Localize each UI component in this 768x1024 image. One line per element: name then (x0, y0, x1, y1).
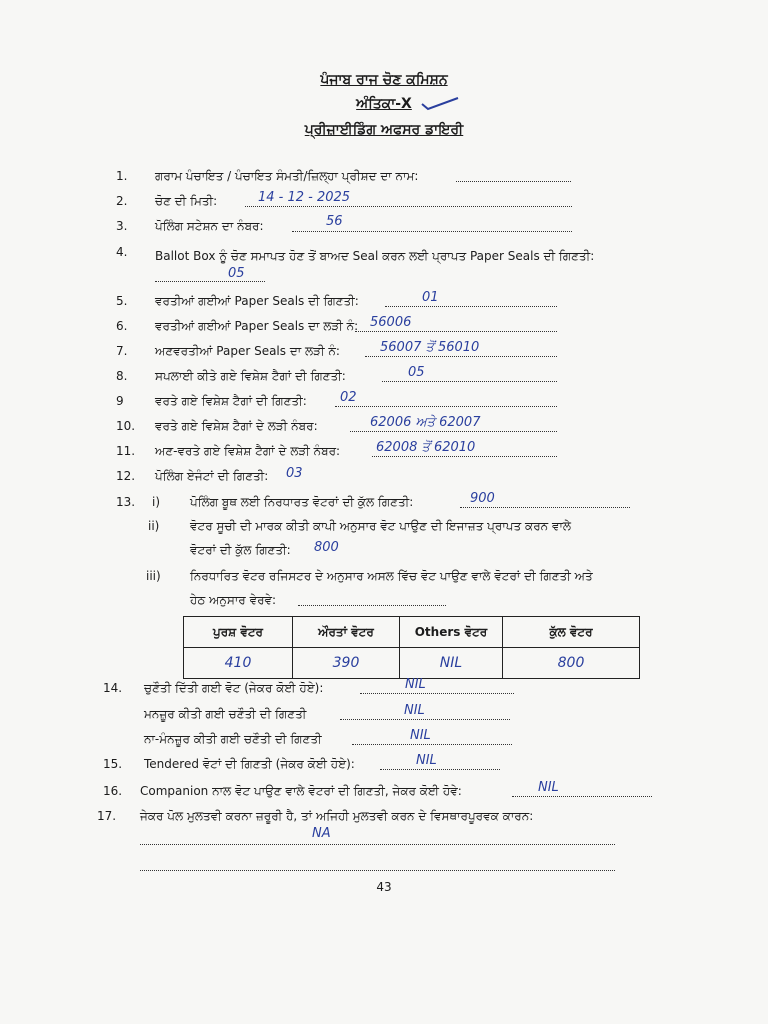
item-label: ਚੋਣ ਦੀ ਮਿਤੀ: (155, 194, 218, 208)
seals-received-value: 05 (228, 266, 245, 281)
table-row (184, 648, 640, 679)
seals-used-value: 01 (422, 290, 439, 305)
answer-line (140, 844, 615, 845)
item-number: 11. (116, 444, 136, 458)
tags-unused-serial-value: 62008 ਤੋਂ 62010 (376, 440, 476, 455)
checkmark-icon (420, 96, 460, 112)
commission-title: ਪੰਜਾਬ ਰਾਜ ਚੋਣ ਕਮਿਸ਼ਨ (320, 72, 448, 88)
answer-line (512, 796, 652, 797)
answer-line (460, 507, 630, 508)
rejected-challenges-value: NIL (410, 728, 431, 743)
annexure-title: ਅੰਤਿਕਾ-X (356, 96, 412, 112)
answer-line (365, 356, 557, 357)
postponement-reason-value: NA (312, 826, 331, 841)
item-label: ਨਾ-ਮੰਨਜ਼ੂਰ ਕੀਤੀ ਗਈ ਚਣੌਤੀ ਦੀ ਗਿਣਤੀ (144, 732, 322, 746)
female-voters-value: 390 (293, 648, 400, 679)
answer-line (140, 870, 615, 871)
item-label: ਹੇਠ ਅਨੁਸਾਰ ਵੇਰਵੇ: (190, 593, 277, 607)
answer-line (352, 744, 512, 745)
item-number: 10. (116, 419, 136, 433)
answer-line (245, 206, 572, 207)
male-voters-value: 410 (184, 648, 293, 679)
other-voters-value: NIL (400, 648, 503, 679)
item-label: ਵਰਤੀਆਂ ਗਈਆਂ Paper Seals ਦਾ ਲੜੀ ਨੰ: (155, 319, 359, 333)
answer-line (298, 605, 446, 606)
item-label: ਜੇਕਰ ਪੋਲ ਮੁਲਤਵੀ ਕਰਨਾ ਜ਼ਰੂਰੀ ਹੈ, ਤਾਂ ਅਜਿਹੀ ਮੁਲਤਵੀ ਕਰਨ ਦੇ ਵਿਸਥਾਰਪੂਰਵਕ ਕਾਰਨ: (140, 809, 534, 823)
item-number: 5. (116, 294, 128, 308)
answer-line (335, 406, 557, 407)
answer-line (292, 231, 572, 232)
polling-agents-value: 03 (286, 466, 303, 481)
item-number: 16. (103, 784, 123, 798)
item-label: ਚੁਣੌਤੀ ਦਿੱਤੀ ਗਈ ਵੋਟ (ਜੇਕਰ ਕੋਈ ਹੋਏ): (144, 681, 324, 695)
answer-line (456, 181, 571, 182)
answer-line (360, 693, 514, 694)
item-number: 9 (116, 394, 124, 408)
subitem-label: iii) (146, 569, 161, 583)
item-label: ਸਪਲਾਈ ਕੀਤੇ ਗਏ ਵਿਸ਼ੇਸ਼ ਟੈਗਾਂ ਦੀ ਗਿਣਤੀ: (155, 369, 346, 383)
assigned-voters-value: 900 (470, 491, 495, 506)
item-label: ਪੋਲਿੰਗ ਏਜੰਟਾਂ ਦੀ ਗਿਣਤੀ: (155, 469, 269, 483)
table-header-total: ਕੁੱਲ ਵੋਟਰ (503, 617, 640, 648)
table-header-female: ਔਰਤਾਂ ਵੋਟਰ (293, 617, 400, 648)
item-label: ਵੋਟਰਾਂ ਦੀ ਕੁੱਲ ਗਿਣਤੀ: (190, 543, 291, 557)
tags-used-serial-value: 62006 ਅਤੇ 62007 (370, 415, 481, 430)
page-number: 43 (376, 880, 392, 894)
item-label: ਅਣਵਰਤੀਆਂ Paper Seals ਦਾ ਲੜੀ ਨੰ: (155, 344, 340, 358)
election-date-value: 14 - 12 - 2025 (258, 190, 351, 205)
answer-line (155, 281, 265, 282)
total-voters-value: 800 (503, 648, 640, 679)
item-label: ਵਰਤੇ ਗਏ ਵਿਸ਼ੇਸ਼ ਟੈਗਾਂ ਦੀ ਗਿਣਤੀ: (155, 394, 307, 408)
answer-line (350, 431, 557, 432)
item-label: ਅਣ-ਵਰਤੇ ਗਏ ਵਿਸ਼ੇਸ਼ ਟੈਗਾਂ ਦੇ ਲੜੀ ਨੰਬਰ: (155, 444, 341, 458)
item-label: Ballot Box ਨੂੰ ਚੋਣ ਸਮਾਪਤ ਹੋਣ ਤੋਂ ਬਾਅਦ Seal ਕਰਨ ਲਈ ਪ੍ਰਾਪਤ Paper Seals ਦੀ ਗਿਣਤੀ: (155, 249, 595, 263)
tags-supplied-value: 05 (408, 365, 425, 380)
voter-breakdown-table (183, 616, 640, 679)
subitem-label: ii) (148, 519, 160, 533)
item-number: 1. (116, 169, 128, 183)
item-number: 7. (116, 344, 128, 358)
item-label: ਮਨਜ਼ੂਰ ਕੀਤੀ ਗਈ ਚਣੌਤੀ ਦੀ ਗਿਣਤੀ (144, 707, 307, 721)
challenged-votes-value: NIL (405, 677, 426, 692)
permitted-voters-value: 800 (314, 540, 339, 555)
answer-line (382, 381, 557, 382)
table-header-row (184, 617, 640, 648)
item-label: ਪੋਲਿੰਗ ਬੂਥ ਲਈ ਨਿਰਧਾਰਤ ਵੋਟਰਾਂ ਦੀ ਕੁੱਲ ਗਿਣਤੀ: (190, 495, 414, 509)
answer-line (385, 306, 557, 307)
item-number: 15. (103, 757, 123, 771)
tags-used-value: 02 (340, 390, 357, 405)
item-number: 3. (116, 219, 128, 233)
item-number: 17. (97, 809, 117, 823)
item-label: ਨਿਰਧਾਰਿਤ ਵੋਟਰ ਰਜਿਸਟਰ ਦੇ ਅਨੁਸਾਰ ਅਸਲ ਵਿੱਚ ਵੋਟ ਪਾਉਣ ਵਾਲੇ ਵੋਟਰਾਂ ਦੀ ਗਿਣਤੀ ਅਤੇ (190, 569, 593, 583)
item-number: 14. (103, 681, 123, 695)
seals-unused-serial-value: 56007 ਤੋਂ 56010 (380, 340, 480, 355)
item-number: 4. (116, 245, 128, 259)
item-number: 8. (116, 369, 128, 383)
subitem-label: i) (152, 495, 161, 509)
answer-line (340, 719, 510, 720)
table-header-others: Others ਵੋਟਰ (400, 617, 503, 648)
item-label: ਵਰਤੇ ਗਏ ਵਿਸ਼ੇਸ਼ ਟੈਗਾਂ ਦੇ ਲੜੀ ਨੰਬਰ: (155, 419, 318, 433)
item-label: ਪੋਲਿੰਗ ਸਟੇਸ਼ਨ ਦਾ ਨੰਬਰ: (155, 219, 264, 233)
item-label: Companion ਨਾਲ ਵੋਟ ਪਾਉਣ ਵਾਲੇ ਵੋਟਰਾਂ ਦੀ ਗਿਣਤੀ, ਜੇਕਰ ਕੋਈ ਹੋਵੇ: (140, 784, 462, 798)
item-label: ਵਰਤੀਆਂ ਗਈਆਂ Paper Seals ਦੀ ਗਿਣਤੀ: (155, 294, 359, 308)
item-label: ਗਰਾਮ ਪੰਚਾਇਤ / ਪੰਚਾਇਤ ਸੰਮਤੀ/ਜ਼ਿਲ੍ਹਾ ਪ੍ਰੀਸ਼ਦ ਦਾ ਨਾਮ: (155, 169, 419, 183)
item-number: 2. (116, 194, 128, 208)
companion-votes-value: NIL (538, 780, 559, 795)
diary-title: ਪ੍ਰੀਜ਼ਾਈਡਿੰਗ ਅਫਸਰ ਡਾਇਰੀ (304, 122, 464, 138)
tendered-votes-value: NIL (416, 753, 437, 768)
polling-station-value: 56 (326, 214, 343, 229)
item-number: 6. (116, 319, 128, 333)
item-label: Tendered ਵੋਟਾਂ ਦੀ ਗਿਣਤੀ (ਜੇਕਰ ਕੋਈ ਹੋਏ): (144, 757, 355, 771)
item-number: 12. (116, 469, 136, 483)
answer-line (372, 456, 557, 457)
item-number: 13. (116, 495, 136, 509)
accepted-challenges-value: NIL (404, 703, 425, 718)
answer-line (355, 331, 557, 332)
seals-used-serial-value: 56006 (370, 315, 412, 330)
item-label: ਵੋਟਰ ਸੂਚੀ ਦੀ ਮਾਰਕ ਕੀਤੀ ਕਾਪੀ ਅਨੁਸਾਰ ਵੋਟ ਪਾਉਣ ਦੀ ਇਜਾਜ਼ਤ ਪ੍ਰਾਪਤ ਕਰਨ ਵਾਲੇ (190, 519, 572, 533)
answer-line (380, 769, 500, 770)
table-header-male: ਪੁਰਸ਼ ਵੋਟਰ (184, 617, 293, 648)
